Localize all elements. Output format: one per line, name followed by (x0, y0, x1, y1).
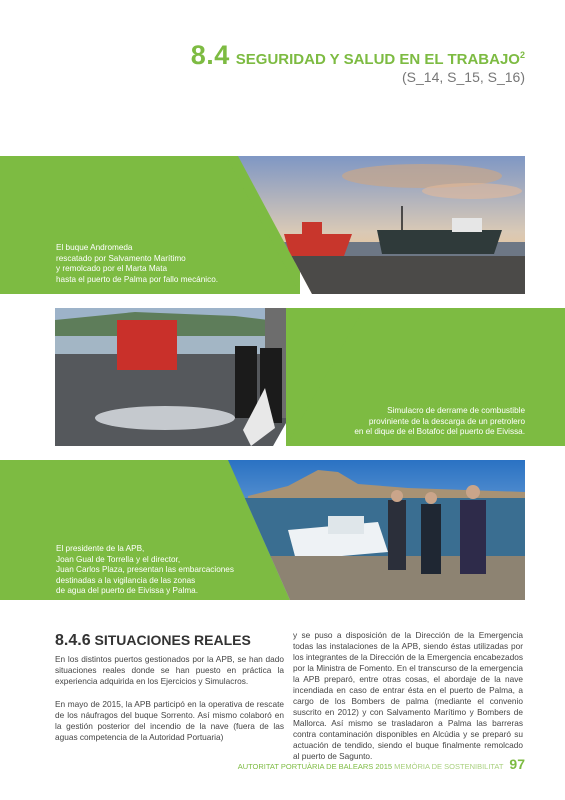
caption-2: Simulacro de derrame de combustible proviniente de la descarga de un pretrolero en el dique de el Botafoc del puerto de Eivissa. (354, 406, 525, 436)
page-footer (238, 756, 525, 772)
paragraph: En mayo de 2015, la APB participó en la operativa de rescate de los náufragos del buque Sorrento. Así mismo colaboró en la gestión posterior del incendio de la nave (fuera de las aguas competencia de la Autoridad Portuaria) (55, 699, 284, 742)
chapter-number: 8.4 (190, 40, 230, 70)
photo-patrol-boats (228, 460, 525, 600)
chapter-codes: (S_14, S_15, S_16) (402, 69, 525, 85)
chapter-title: SEGURIDAD Y SALUD EN EL TRABAJO$^2$ (235, 50, 525, 68)
section-number: 8.4.6 (55, 632, 91, 649)
caption-3: El presidente de la APB, Joan Gual de Torrella y el director, Juan Carlos Plaza, presentan las embarcaciones destinadas a la vigilancia de las zonas de agua del puerto de Eivissa y Palma. (56, 544, 234, 595)
paragraph: En los distintos puertos gestionados por la APB, se han dado situaciones reales donde se han puesto en práctica la experiencia adquirida en los Ejercicios y Simulacros. (55, 654, 284, 686)
page-number: 97 (509, 756, 525, 772)
caption-1: El buque Andromeda rescatado por Salvamento Marítimo y remolcado por el Marta Mata hasta el puerto de Palma por fallo mecánico. (56, 243, 219, 284)
page-header (191, 40, 525, 85)
left-column (55, 654, 284, 743)
paragraph: y se puso a disposición de la Dirección de la Emergencia todas las instalaciones de la APB, siendo éstas utilizadas por los integrantes de la Dirección de la Emergencia encabezados por la Ministra de Fomento. En el transcurso de la emergencia la APB preparó, entre otras cosas, el abordaje de la nave incendiada en caso de entrar ésta en el puerto de Palma, a cargo de los Bombers de palma (mediante el convenio suscrito en 2012) y con Salvamento Marítimo y Bombers de Mallorca. Así mismo se trasladaron a Palma las barreras contra contaminación disponibles en Alcúdia y se preparó su actuación de tendido, siendo el buque finalmente remolcado al puerto de Sagunto. (293, 630, 523, 761)
footer-doc: MEMÒRIA DE SOSTENIBILITAT (394, 762, 504, 771)
section-heading (55, 632, 251, 650)
photo-ship-rescue (232, 156, 525, 294)
footer-org: AUTORITAT PORTUÀRIA DE BALEARS 2015 (237, 762, 393, 771)
right-column (293, 630, 523, 762)
section-title: SITUACIONES REALES (94, 632, 251, 648)
footnote-ref: 2 (519, 50, 525, 60)
